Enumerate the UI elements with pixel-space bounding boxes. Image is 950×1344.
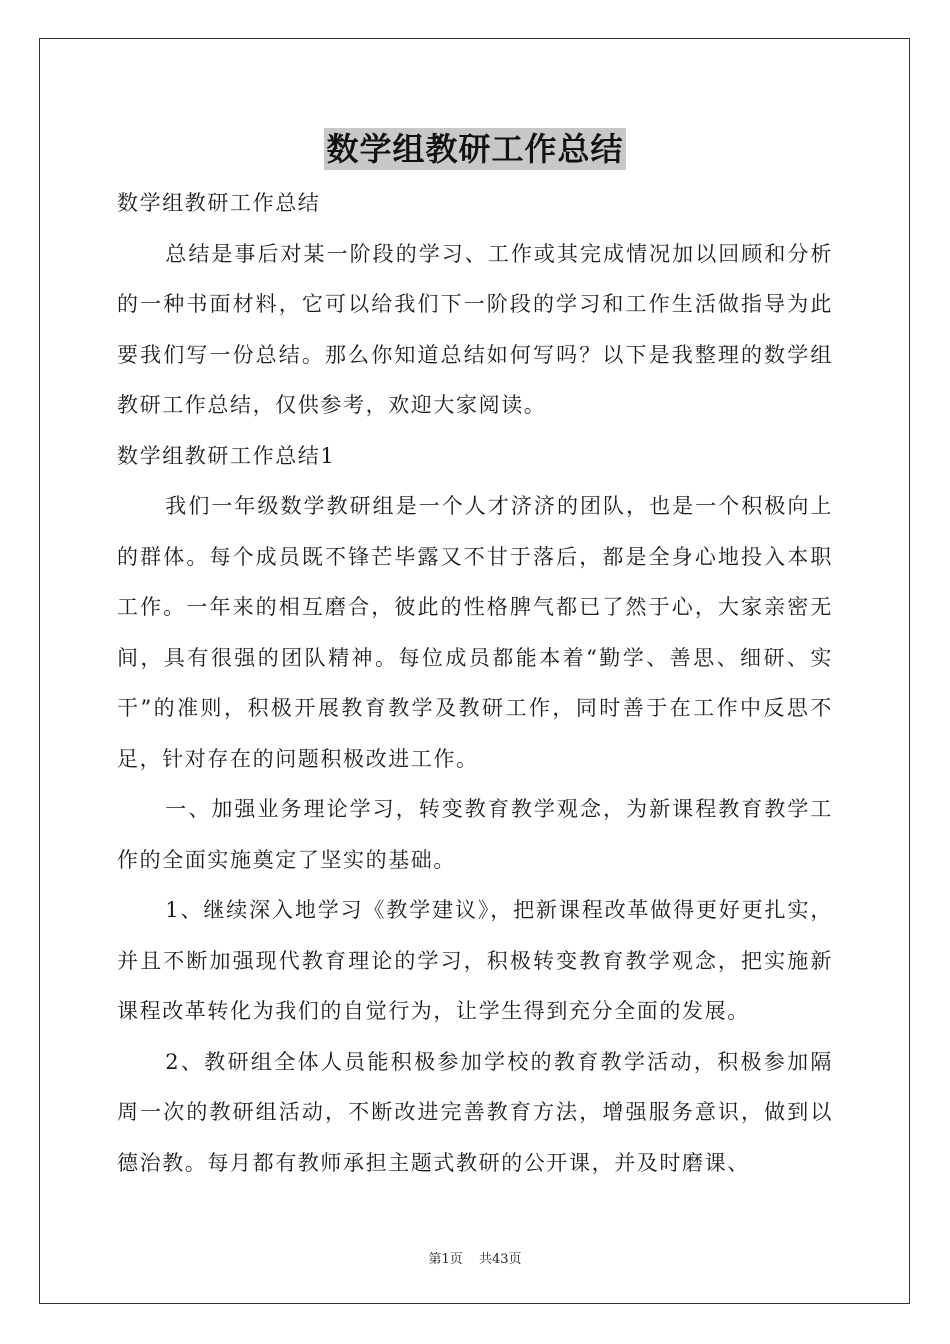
body-paragraph: 一、加强业务理论学习，转变教育教学观念，为新课程教育教学工作的全面实施奠定了坚实的基础。 (117, 797, 833, 872)
page-footer (0, 1248, 950, 1267)
intro-paragraph: 总结是事后对某一阶段的学习、工作或其完成情况加以回顾和分析的一种书面材料，它可以给我们下一阶段的学习和工作生活做指导为此要我们写一份总结。那么你知道总结如何写吗？以下是我整理的数学组教研工作总结，仅供参考，欢迎大家阅读。 (117, 241, 833, 417)
body-paragraph: 1、继续深入地学习《教学建议》，把新课程改革做得更好更扎实，并且不断加强现代教育理论的学习，积极转变教育教学观念，把实施新课程改革转化为我们的自觉行为，让学生得到充分全面的发展。 (117, 898, 833, 1023)
document-body (117, 178, 833, 1188)
page-total: 共43页 (478, 1252, 522, 1267)
section-heading: 数学组教研工作总结1 (117, 443, 336, 468)
document-title: 数学组教研工作总结 (326, 130, 624, 168)
body-paragraph: 2、教研组全体人员能积极参加学校的教育教学活动，积极参加隔周一次的教研组活动，不断改进完善教育方法，增强服务意识，做到以德治教。每月都有教师承担主题式教研的公开课，并及时磨课、 (117, 1049, 833, 1175)
page-number: 第1页 (428, 1252, 463, 1267)
section-heading: 数学组教研工作总结 (117, 191, 321, 215)
body-paragraph: 我们一年级数学教研组是一个人才济济的团队，也是一个积极向上的群体。每个成员既不锋芒毕露又不甘于落后，都是全身心地投入本职工作。一年来的相互磨合，彼此的性格脾气都已了然于心，大家亲密无间，具有很强的团队精神。每位成员都能本着“勤学、善思、细研、实干”的准则，积极开展教育教学及教研工作，同时善于在工作中反思不足，针对存在的问题积极改进工作。 (117, 494, 833, 771)
title-container (0, 128, 950, 170)
